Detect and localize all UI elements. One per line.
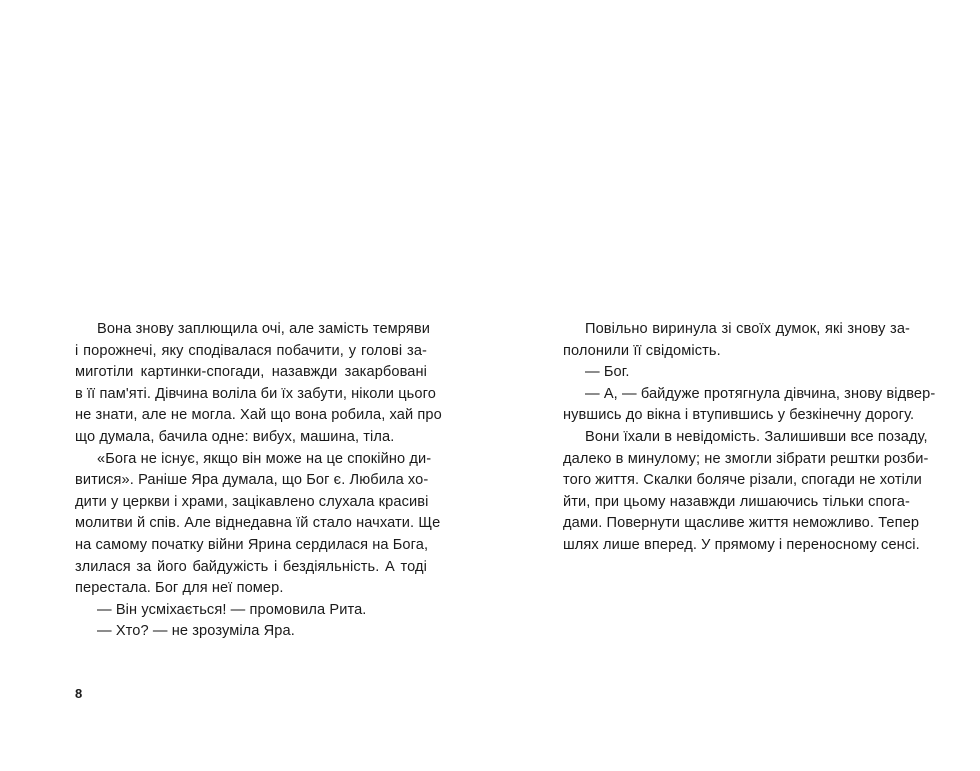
text-line: витися». Раніше Яра думала, що Бог є. Любила хо- — [75, 472, 429, 489]
text-line: на самому початку війни Ярина сердилася на Бога, — [75, 536, 429, 553]
right-page-text — [563, 319, 936, 557]
text-line: йти, при цьому назавжди лишаючись тільки спога- — [563, 493, 910, 510]
text-line: не знати, але не могла. Хай що вона робила, хай про — [75, 407, 442, 424]
text-line: далеко в минулому; не змогли зібрати рештки розби- — [563, 450, 929, 467]
page-number: 8 — [75, 686, 83, 701]
dialogue-line: — Він усміхається! — промовила Рита. — [97, 601, 367, 618]
dialogue-line: — Бог. — [585, 364, 630, 381]
text-line: миготіли картинки-спогади, назавжди закарбовані — [75, 364, 427, 381]
text-line: і порожнечі, яку сподівалася побачити, у голові за- — [75, 342, 427, 359]
dialogue-line: — А, — байдуже протягнула дівчина, знову відвер- — [585, 385, 936, 402]
text-line: молитви й спів. Але віднедавна їй стало начхати. Ще — [75, 515, 441, 532]
text-line: дити у церкви і храми, зацікавлено слухала красиві — [75, 493, 429, 510]
text-line: полонили її свідомість. — [563, 342, 721, 359]
text-line: перестала. Бог для неї помер. — [75, 580, 284, 597]
text-line: Вона знову заплющила очі, але замість темряви — [97, 321, 430, 337]
text-line: дами. Повернути щасливе життя неможливо. Тепер — [563, 515, 920, 532]
text-line: Вони їхали в невідомість. Залишивши все позаду, — [585, 428, 928, 445]
text-line: того життя. Скалки боляче різали, спогади не хотіли — [563, 472, 922, 489]
text-line: що думала, бачила одне: вибух, машина, тіла. — [75, 428, 395, 445]
text-line: в її пам'яті. Дівчина воліла би їх забути, ніколи цього — [75, 385, 436, 402]
dialogue-line: — Хто? — не зрозуміла Яра. — [97, 623, 295, 640]
text-line: «Бога не існує, якщо він може на це спокійно ди- — [97, 450, 432, 467]
text-line: шлях лише вперед. У прямому і переносному сенсі. — [563, 536, 920, 553]
right-page — [490, 0, 980, 771]
left-page-text — [75, 319, 442, 643]
text-line: нувшись до вікна і втупившись у безкінечну дорогу. — [563, 407, 915, 424]
text-line: Повільно виринула зі своїх думок, які знову за- — [585, 321, 910, 337]
text-line: злилася за його байдужість і бездіяльність. А тоді — [75, 558, 427, 575]
